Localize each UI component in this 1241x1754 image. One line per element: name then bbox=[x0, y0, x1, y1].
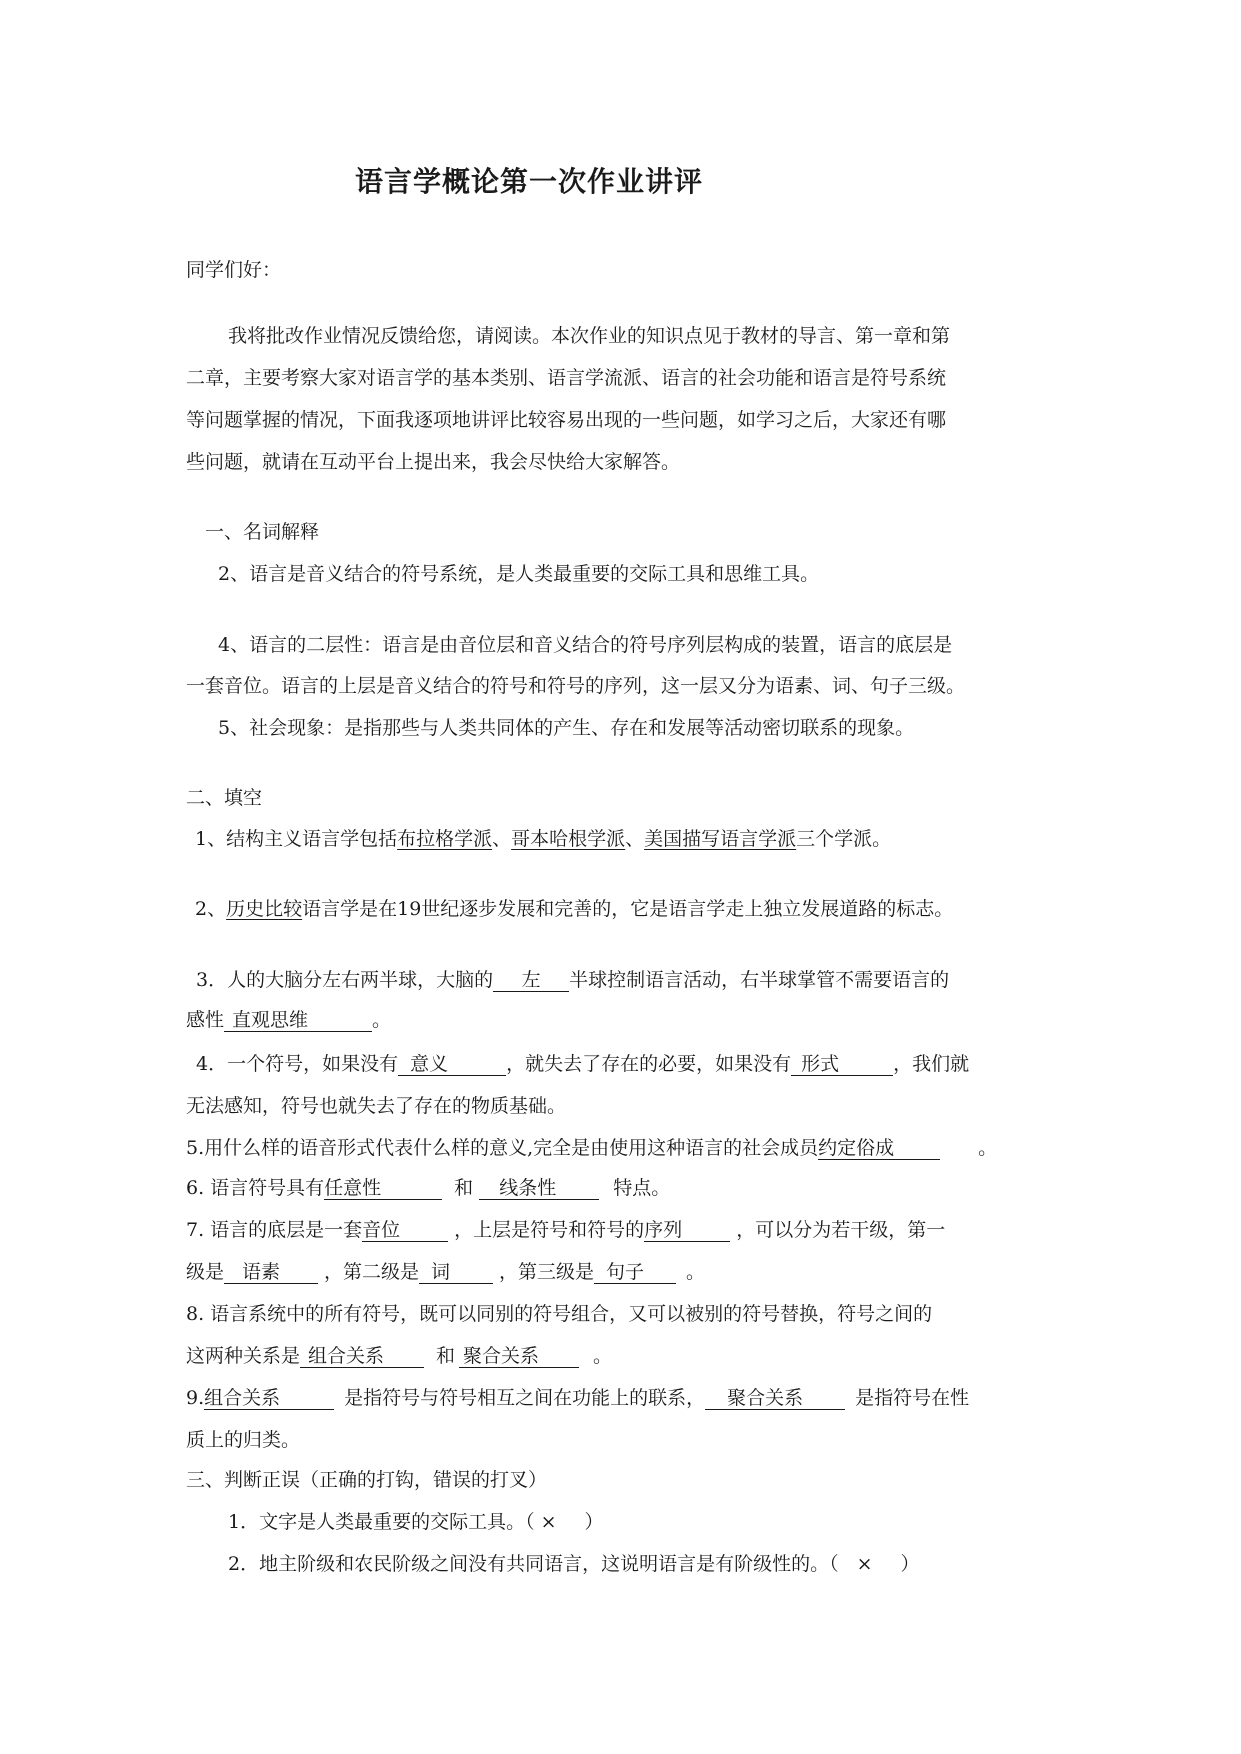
answer-paradigmatic-2: 聚合关系 bbox=[705, 1388, 845, 1410]
answer-arbitrariness: 任意性 bbox=[324, 1178, 442, 1200]
s2-q4-suffix: ，我们就 bbox=[893, 1053, 970, 1075]
s2-q8-middle: 和 bbox=[436, 1345, 456, 1367]
s2-q7-suffix: ，可以分为若干级，第一 bbox=[736, 1219, 946, 1241]
answer-syntagmatic: 组合关系 bbox=[300, 1346, 424, 1368]
s2-q5 bbox=[186, 1136, 997, 1160]
s2-q8-suffix: 。 bbox=[593, 1345, 613, 1367]
s2-q7-line-2 bbox=[186, 1260, 705, 1284]
s2-q5-suffix: 。 bbox=[978, 1137, 998, 1159]
s2-q7-prefix: 7. 语言的底层是一套 bbox=[186, 1219, 363, 1241]
answer-intuitive-thinking: 直观思维 bbox=[224, 1010, 372, 1032]
answer-sequence: 序列 bbox=[644, 1220, 730, 1242]
s2-q7-middle: ，上层是符号和符号的 bbox=[454, 1219, 645, 1241]
s2-q8-prefix: 这两种关系是 bbox=[186, 1345, 301, 1367]
s2-q6-prefix: 6. 语言符号具有 bbox=[186, 1177, 325, 1199]
s2-q2-prefix: 2、 bbox=[195, 898, 227, 920]
s2-q5-prefix: 5.用什么样的语音形式代表什么样的意义,完全是由使用这种语言的社会成员 bbox=[186, 1137, 819, 1159]
s3-q2-text: 2．地主阶级和农民阶级之间没有共同语言，这说明语言是有阶级性的。（ bbox=[228, 1553, 839, 1575]
answer-morpheme: 语素 bbox=[224, 1262, 318, 1284]
s2-q2-suffix: 语言学是在19世纪逐步发展和完善的，它是语言学走上独立发展道路的标志。 bbox=[302, 898, 954, 920]
s2-q8-line-1: 8. 语言系统中的所有符号，既可以同别的符号组合，又可以被别的符号替换，符号之间的 bbox=[186, 1303, 933, 1325]
document-title: 语言学概论第一次作业讲评 bbox=[355, 165, 704, 198]
s2-q9-line-1 bbox=[186, 1386, 969, 1410]
s1-q2: 2、语言是音义结合的符号系统，是人类最重要的交际工具和思维工具。 bbox=[218, 563, 820, 585]
s2-q3-line-1 bbox=[196, 968, 949, 992]
answer-linearity: 线条性 bbox=[479, 1178, 599, 1200]
answer-sentence: 句子 bbox=[594, 1262, 676, 1284]
intro-line-2: 二章，主要考察大家对语言学的基本类别、语言学流派、语言的社会功能和语言是符号系统 bbox=[186, 367, 947, 389]
section-2-heading: 二、填空 bbox=[186, 787, 263, 809]
s2-q7-suffix-2: 。 bbox=[686, 1261, 706, 1283]
cross-mark-icon: × bbox=[540, 1511, 557, 1533]
section-1-heading: 一、名词解释 bbox=[205, 521, 320, 543]
answer-convention: 约定俗成 bbox=[818, 1138, 940, 1160]
s2-q3-middle: 半球控制语言活动，右半球掌管不需要语言的 bbox=[569, 969, 950, 991]
s1-q5: 5、社会现象：是指那些与人类共同体的产生、存在和发展等活动密切联系的现象。 bbox=[218, 717, 915, 739]
s2-q9-suffix: 是指符号在性 bbox=[855, 1387, 970, 1409]
separator: 、 bbox=[492, 828, 512, 850]
s2-q3-prefix-2: 感性 bbox=[186, 1009, 225, 1031]
s2-q4-prefix: 4．一个符号，如果没有 bbox=[196, 1053, 399, 1075]
intro-line-3: 等问题掌握的情况，下面我逐项地讲评比较容易出现的一些问题，如学习之后，大家还有哪 bbox=[186, 409, 947, 431]
s2-q4-line-1 bbox=[196, 1052, 969, 1076]
s2-q4-middle: ，就失去了存在的必要，如果没有 bbox=[506, 1053, 792, 1075]
section-3-heading: 三、判断正误（正确的打钩，错误的打叉） bbox=[186, 1469, 548, 1491]
s2-q1-prefix: 1、结构主义语言学包括 bbox=[195, 828, 398, 850]
s2-q9-line-2: 质上的归类。 bbox=[186, 1429, 301, 1451]
s3-q2 bbox=[228, 1552, 920, 1576]
intro-line-4: 些问题，就请在互动平台上提出来，我会尽快给大家解答。 bbox=[186, 451, 681, 473]
s2-q3-prefix: 3．人的大脑分左右两半球，大脑的 bbox=[196, 969, 494, 991]
s2-q7-middle-3: ，第三级是 bbox=[499, 1261, 595, 1283]
s1-q4-line-2: 一套音位。语言的上层是音义结合的符号和符号的序列，这一层又分为语素、词、句子三级。 bbox=[186, 675, 966, 697]
s2-q6 bbox=[186, 1176, 670, 1200]
answer-american-descriptive: 美国描写语言学派 bbox=[644, 828, 797, 850]
answer-form: 形式 bbox=[791, 1054, 893, 1076]
s2-q7-middle-2: ，第二级是 bbox=[324, 1261, 420, 1283]
answer-word: 词 bbox=[419, 1262, 493, 1284]
greeting: 同学们好： bbox=[186, 259, 282, 281]
intro-line-1: 我将批改作业情况反馈给您，请阅读。本次作业的知识点见于教材的导言、第一章和第 bbox=[228, 325, 951, 347]
s1-q4-line-1: 4、语言的二层性：语言是由音位层和音义结合的符号序列层构成的装置，语言的底层是 bbox=[218, 634, 953, 656]
answer-paradigmatic: 聚合关系 bbox=[459, 1346, 579, 1368]
s3-q1-close: ） bbox=[584, 1511, 604, 1533]
s3-q2-close: ） bbox=[900, 1553, 920, 1575]
s2-q3-line-2 bbox=[186, 1008, 391, 1032]
s2-q1-suffix: 三个学派。 bbox=[796, 828, 892, 850]
s3-q1 bbox=[228, 1510, 604, 1534]
s3-q1-text: 1．文字是人类最重要的交际工具。（ bbox=[228, 1511, 535, 1533]
s2-q9-prefix: 9. bbox=[186, 1387, 205, 1409]
separator: 、 bbox=[625, 828, 645, 850]
answer-meaning: 意义 bbox=[398, 1054, 506, 1076]
answer-historical-comparative: 历史比较 bbox=[226, 898, 303, 920]
s2-q6-suffix: 特点。 bbox=[613, 1177, 671, 1199]
s2-q2 bbox=[195, 897, 953, 921]
s2-q7-prefix-2: 级是 bbox=[186, 1261, 225, 1283]
s2-q9-middle: 是指符号与符号相互之间在功能上的联系， bbox=[344, 1387, 706, 1409]
s2-q3-suffix: 。 bbox=[372, 1009, 392, 1031]
s2-q1 bbox=[195, 827, 891, 851]
answer-syntagmatic-2: 组合关系 bbox=[204, 1388, 334, 1410]
answer-prague-school: 布拉格学派 bbox=[397, 828, 493, 850]
s2-q7-line-1 bbox=[186, 1218, 945, 1242]
s2-q8-line-2 bbox=[186, 1344, 612, 1368]
s2-q6-middle: 和 bbox=[454, 1177, 474, 1199]
answer-left: 左 bbox=[493, 970, 569, 992]
answer-phoneme: 音位 bbox=[362, 1220, 448, 1242]
s2-q4-line-2: 无法感知，符号也就失去了存在的物质基础。 bbox=[186, 1095, 567, 1117]
answer-copenhagen-school: 哥本哈根学派 bbox=[511, 828, 626, 850]
cross-mark-icon: × bbox=[856, 1553, 873, 1575]
